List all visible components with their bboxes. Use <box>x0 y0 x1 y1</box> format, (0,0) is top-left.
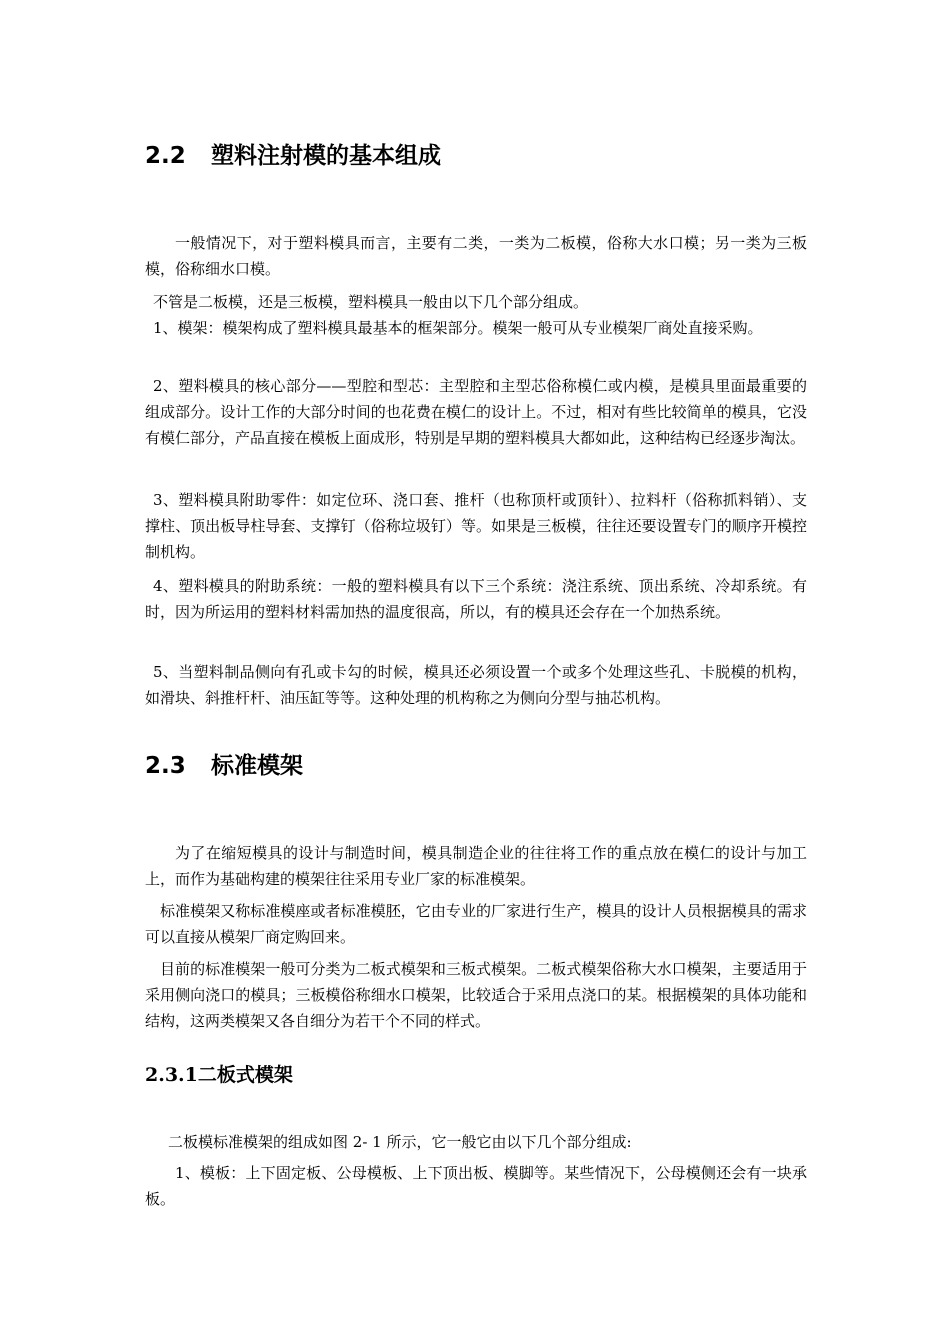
subsection-number: 2.3.1 <box>145 1064 198 1086</box>
paragraph: 2、塑料模具的核心部分——型腔和型芯：主型腔和主型芯俗称模仁或内模，是模具里面最重要的组成部分。设计工作的大部分时间的也花费在模仁的设计上。不过，相对有些比较简单的模具，它没有模仁部分，产品直接在模板上面成形，特别是早期的塑料模具大都如此，这种结构已经逐步淘汰。 <box>145 377 807 447</box>
paragraph: 二板模标准模架的组成如图 2- 1 所示，它一般它由以下几个部分组成: <box>168 1133 632 1151</box>
paragraph: 5、当塑料制品侧向有孔或卡勾的时候，模具还必须设置一个或多个处理这些孔、卡脱模的机构，如滑块、斜推杆杆、油压缸等等。这种处理的机构称之为侧向分型与抽芯机构。 <box>145 663 807 707</box>
section-title: 标准模架 <box>211 753 303 779</box>
section-title: 塑料注射模的基本组成 <box>211 143 441 169</box>
paragraph: 目前的标准模架一般可分类为二板式模架和三板式模架。二板式模架俗称大水口模架，主要适用于采用侧向浇口的模具；三板模俗称细水口模架，比较适合于采用点浇口的某。根据模架的具体功能和结构，这两类模架又各自细分为若干个不同的样式。 <box>145 960 807 1030</box>
paragraph: 一般情况下，对于塑料模具而言，主要有二类，一类为二板模，俗称大水口模；另一类为三板模，俗称细水口模。 <box>145 234 807 278</box>
paragraph: 3、塑料模具附助零件：如定位环、浇口套、推杆（也称顶杆或顶针）、拉料杆（俗称抓料销）、支撑柱、顶出板导柱导套、支撑钉（俗称垃圾钉）等。如果是三板模，往往还要设置专门的顺序开模控制机构。 <box>145 491 807 561</box>
section-number: 2.3 <box>145 753 186 779</box>
section-number: 2.2 <box>145 143 186 169</box>
section-heading-2-2 <box>145 141 441 171</box>
paragraph: 1、模板：上下固定板、公母模板、上下顶出板、模脚等。某些情况下，公母模侧还会有一块承板。 <box>145 1164 807 1208</box>
subsection-title: 二板式模架 <box>197 1064 293 1086</box>
paragraph: 为了在缩短模具的设计与制造时间，模具制造企业的往往将工作的重点放在模仁的设计与加工上，而作为基础构建的模架往往采用专业厂家的标准模架。 <box>145 844 807 888</box>
subsection-heading-2-3-1 <box>145 1062 293 1088</box>
section-heading-2-3 <box>145 751 303 781</box>
paragraph: 4、塑料模具的附助系统：一般的塑料模具有以下三个系统：浇注系统、顶出系统、冷却系统。有时，因为所运用的塑料材料需加热的温度很高，所以，有的模具还会存在一个加热系统。 <box>145 577 807 621</box>
paragraph: 标准模架又称标准模座或者标准模胚，它由专业的厂家进行生产，模具的设计人员根据模具的需求可以直接从模架厂商定购回来。 <box>145 902 807 946</box>
paragraph: 1、模架：模架构成了塑料模具最基本的框架部分。模架一般可从专业模架厂商处直接采购。 <box>153 319 763 337</box>
paragraph: 不管是二板模，还是三板模，塑料模具一般由以下几个部分组成。 <box>153 293 589 311</box>
